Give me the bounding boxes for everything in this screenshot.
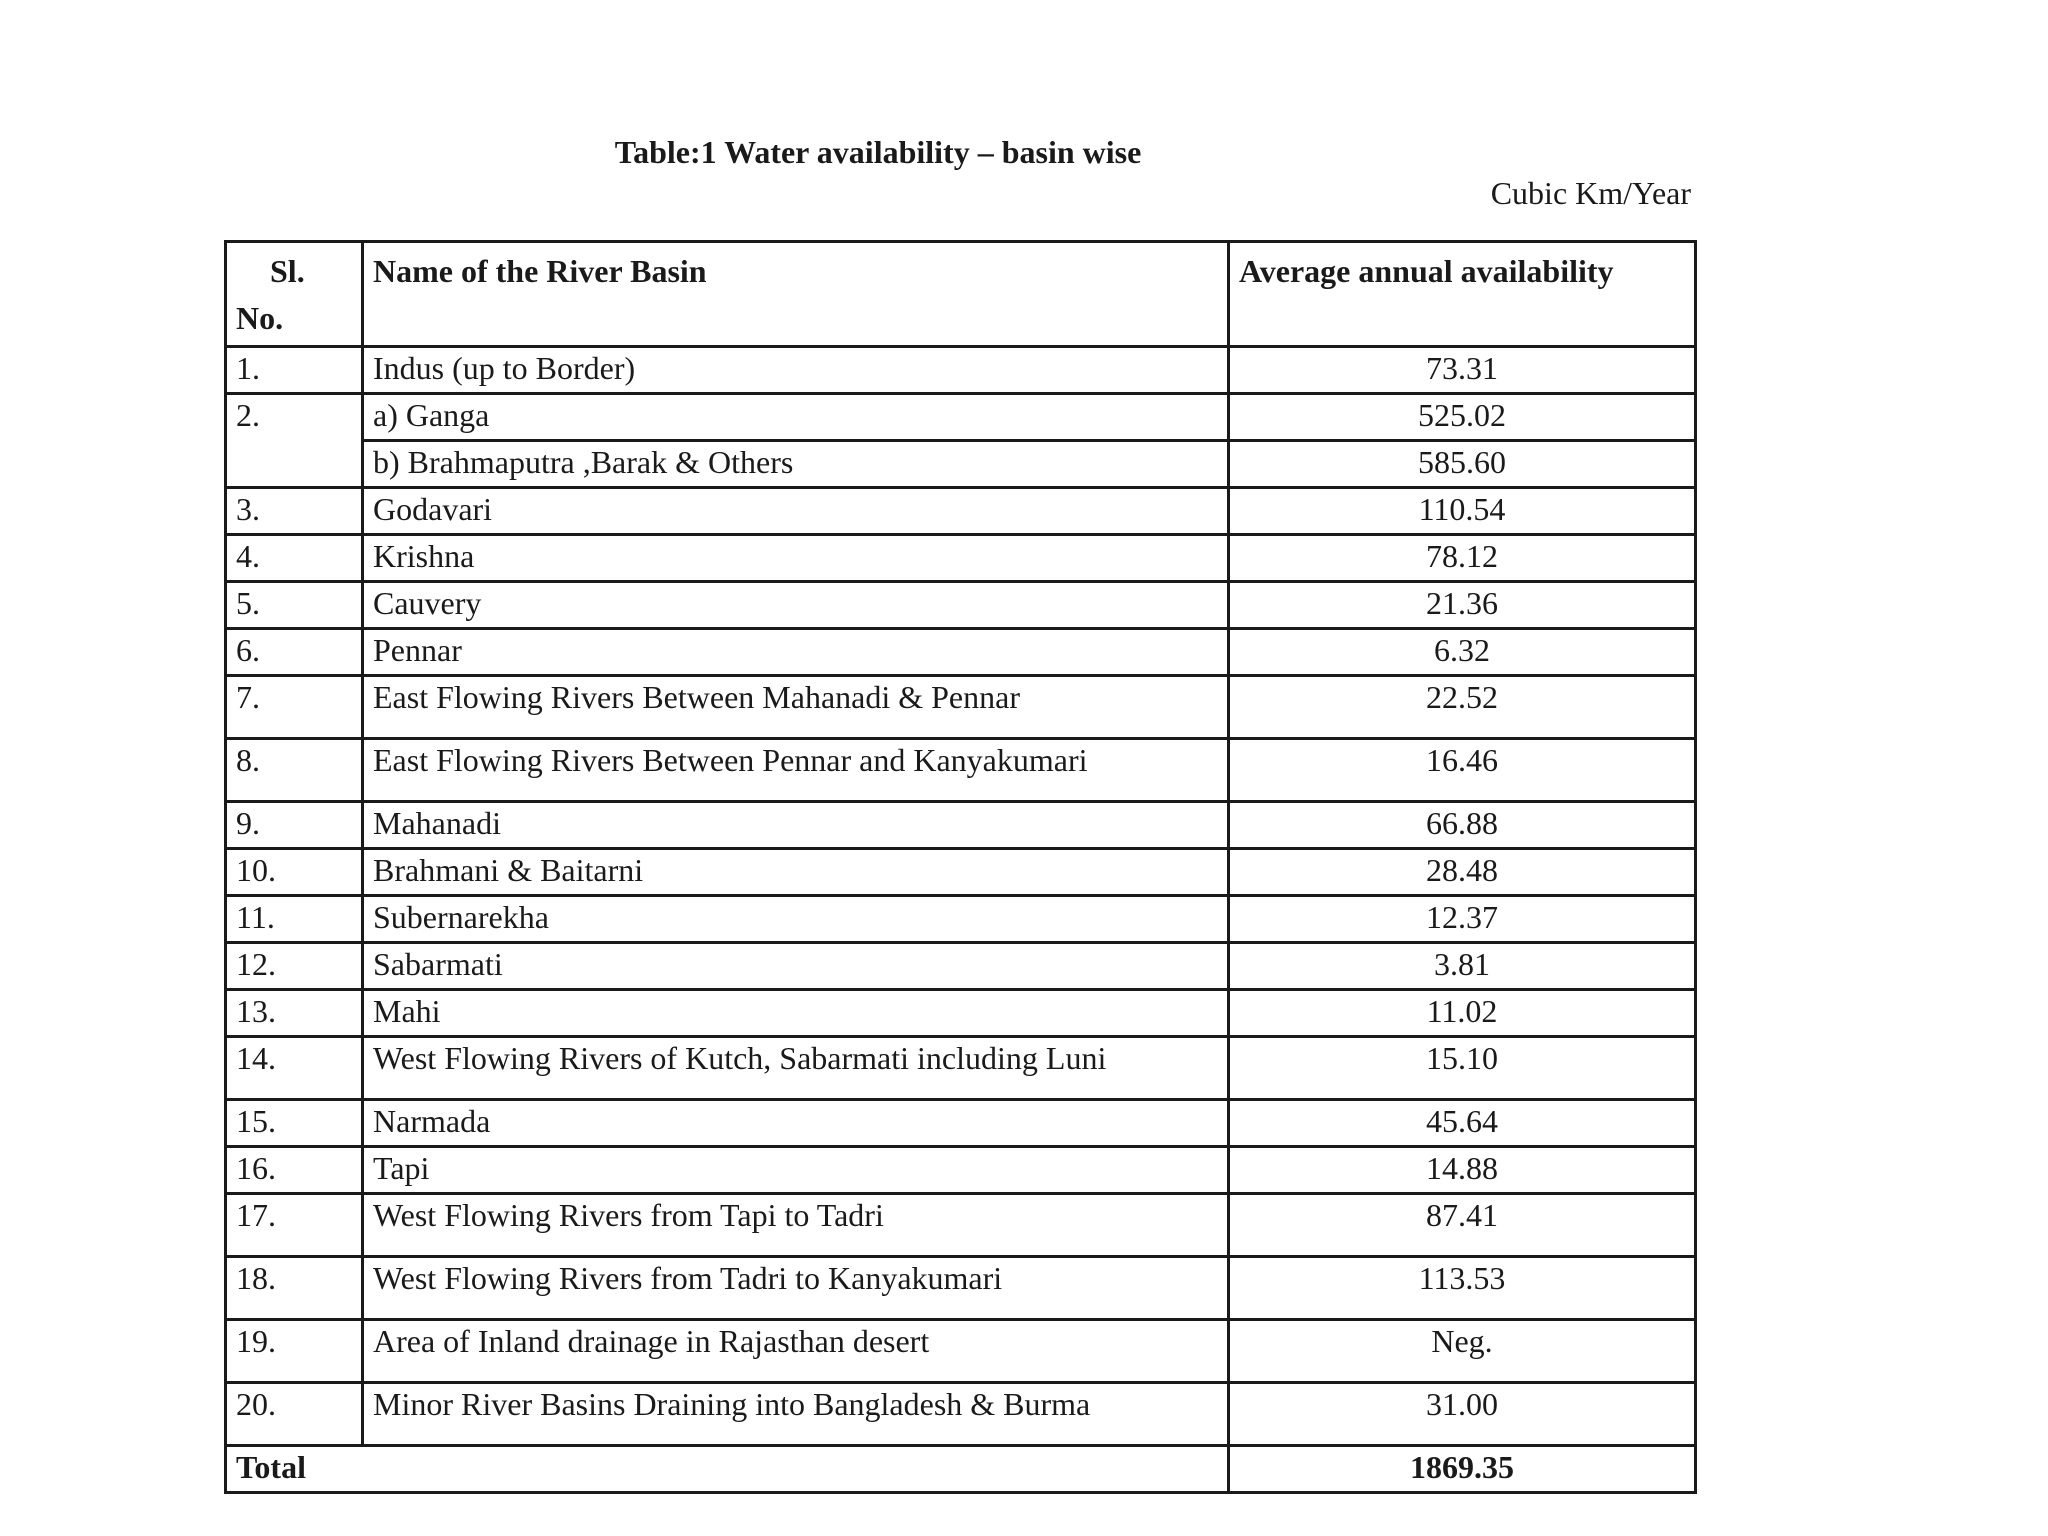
table-body	[226, 347, 1696, 1493]
table-row	[226, 1383, 1696, 1446]
row-basin-name: East Flowing Rivers Between Mahanadi & Pennar	[363, 676, 1229, 739]
row-basin-name: East Flowing Rivers Between Pennar and Kanyakumari	[363, 739, 1229, 802]
row-sl-no: 2.	[226, 394, 363, 488]
row-availability: 28.48	[1229, 849, 1696, 896]
row-availability: 110.54	[1229, 488, 1696, 535]
row-sl-no: 1.	[226, 347, 363, 394]
table-row	[226, 739, 1696, 802]
row-availability: 73.31	[1229, 347, 1696, 394]
row-availability: 585.60	[1229, 441, 1696, 488]
row-sl-no: 12.	[226, 943, 363, 990]
table-header	[226, 242, 1696, 347]
table-row	[226, 676, 1696, 739]
header-average-availability: Average annual availability	[1229, 242, 1696, 347]
table-row	[226, 441, 1696, 488]
table-row	[226, 896, 1696, 943]
total-value: 1869.35	[1229, 1446, 1696, 1493]
row-availability: 14.88	[1229, 1147, 1696, 1194]
row-basin-name: Mahanadi	[363, 802, 1229, 849]
table-row	[226, 802, 1696, 849]
row-sl-no: 9.	[226, 802, 363, 849]
table-row	[226, 535, 1696, 582]
row-sl-no: 18.	[226, 1257, 363, 1320]
row-availability: 66.88	[1229, 802, 1696, 849]
table-row	[226, 1100, 1696, 1147]
table-row	[226, 990, 1696, 1037]
row-basin-name: Pennar	[363, 629, 1229, 676]
table-row	[226, 943, 1696, 990]
header-sl-line1: Sl.	[270, 253, 305, 289]
row-availability: 22.52	[1229, 676, 1696, 739]
table-title: Table:1 Water availability – basin wise	[614, 134, 1142, 170]
row-basin-name: Subernarekha	[363, 896, 1229, 943]
header-sl-no	[226, 242, 363, 347]
total-label: Total	[226, 1446, 1229, 1493]
row-availability: 15.10	[1229, 1037, 1696, 1100]
row-sl-no: 20.	[226, 1383, 363, 1446]
row-availability: 31.00	[1229, 1383, 1696, 1446]
row-sl-no: 8.	[226, 739, 363, 802]
row-availability: 11.02	[1229, 990, 1696, 1037]
row-basin-name: Godavari	[363, 488, 1229, 535]
table-row	[226, 1194, 1696, 1257]
row-sl-no: 13.	[226, 990, 363, 1037]
row-sl-no: 19.	[226, 1320, 363, 1383]
row-sl-no: 7.	[226, 676, 363, 739]
header-row	[226, 242, 1696, 347]
row-availability: 16.46	[1229, 739, 1696, 802]
row-sl-no: 10.	[226, 849, 363, 896]
row-basin-name: Area of Inland drainage in Rajasthan desert	[363, 1320, 1229, 1383]
row-availability: 6.32	[1229, 629, 1696, 676]
row-basin-name: Mahi	[363, 990, 1229, 1037]
row-basin-name: Krishna	[363, 535, 1229, 582]
table-row	[226, 582, 1696, 629]
row-availability: 113.53	[1229, 1257, 1696, 1320]
row-basin-name: Sabarmati	[363, 943, 1229, 990]
row-availability: 87.41	[1229, 1194, 1696, 1257]
row-sl-no: 6.	[226, 629, 363, 676]
basin-availability-table	[224, 240, 1697, 1494]
table-row	[226, 394, 1696, 441]
table-row	[226, 1147, 1696, 1194]
row-availability: 21.36	[1229, 582, 1696, 629]
table-row	[226, 1257, 1696, 1320]
row-availability: 3.81	[1229, 943, 1696, 990]
row-availability: 12.37	[1229, 896, 1696, 943]
table-row	[226, 1037, 1696, 1100]
row-basin-name: a) Ganga	[363, 394, 1229, 441]
row-sl-no: 14.	[226, 1037, 363, 1100]
row-basin-name: Narmada	[363, 1100, 1229, 1147]
header-river-basin: Name of the River Basin	[363, 242, 1229, 347]
row-basin-name: Tapi	[363, 1147, 1229, 1194]
row-basin-name: West Flowing Rivers from Tadri to Kanyakumari	[363, 1257, 1229, 1320]
table-row	[226, 849, 1696, 896]
row-basin-name: Indus (up to Border)	[363, 347, 1229, 394]
row-basin-name: Minor River Basins Draining into Bangladesh & Burma	[363, 1383, 1229, 1446]
unit-label: Cubic Km/Year	[1490, 175, 1691, 211]
row-sl-no: 15.	[226, 1100, 363, 1147]
table-row	[226, 488, 1696, 535]
row-basin-name: West Flowing Rivers of Kutch, Sabarmati including Luni	[363, 1037, 1229, 1100]
row-basin-name: Brahmani & Baitarni	[363, 849, 1229, 896]
header-sl-line2: No.	[236, 300, 284, 336]
row-availability: 525.02	[1229, 394, 1696, 441]
row-sl-no: 11.	[226, 896, 363, 943]
table-row	[226, 347, 1696, 394]
row-sl-no: 17.	[226, 1194, 363, 1257]
row-availability: Neg.	[1229, 1320, 1696, 1383]
total-row	[226, 1446, 1696, 1493]
row-sl-no: 3.	[226, 488, 363, 535]
row-basin-name: b) Brahmaputra ,Barak & Others	[363, 441, 1229, 488]
table-row	[226, 1320, 1696, 1383]
table-row	[226, 629, 1696, 676]
row-basin-name: Cauvery	[363, 582, 1229, 629]
row-sl-no: 4.	[226, 535, 363, 582]
row-sl-no: 16.	[226, 1147, 363, 1194]
row-sl-no: 5.	[226, 582, 363, 629]
row-availability: 45.64	[1229, 1100, 1696, 1147]
row-basin-name: West Flowing Rivers from Tapi to Tadri	[363, 1194, 1229, 1257]
row-availability: 78.12	[1229, 535, 1696, 582]
